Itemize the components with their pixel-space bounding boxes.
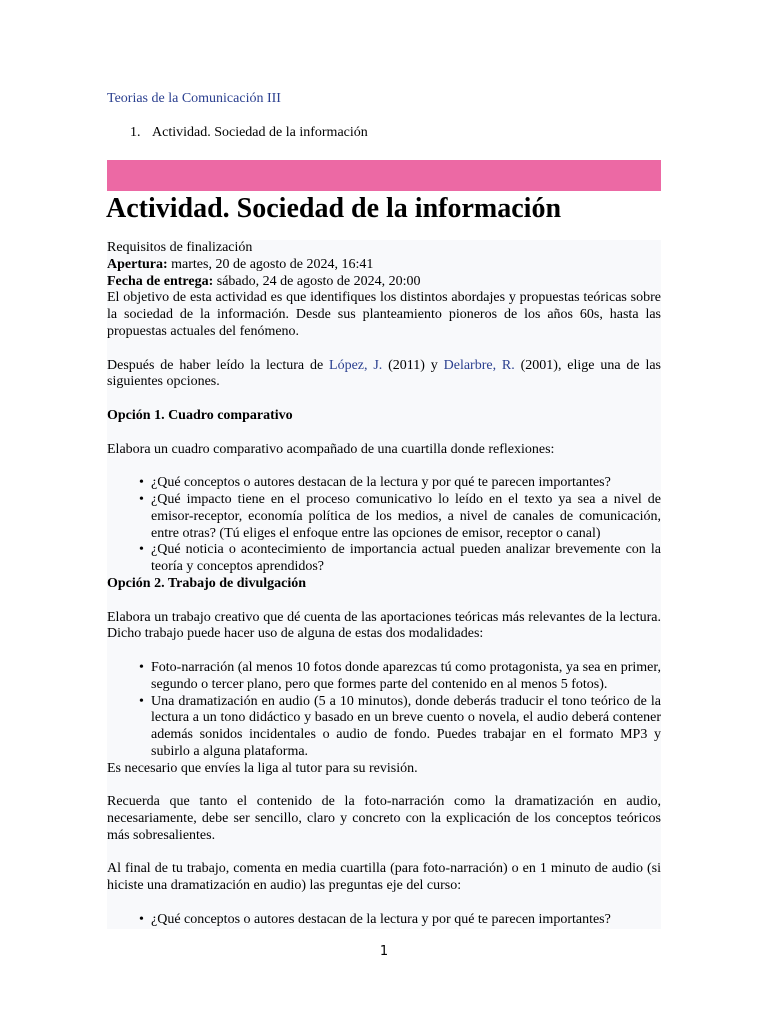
send-note: Es necesario que envíes la liga al tutor para su revisión. — [107, 760, 418, 776]
option2-list — [107, 660, 661, 761]
list-item-text: ¿Qué conceptos o autores destacan de la lectura y por qué te parecen importantes? — [151, 475, 611, 491]
list-item — [107, 912, 661, 929]
bullet-icon: • — [139, 911, 144, 927]
banner-bar — [107, 160, 661, 191]
option2-heading: Opción 2. Trabajo de divulgación — [107, 575, 307, 591]
bullet-icon: • — [139, 542, 144, 558]
reminder-paragraph: Recuerda que tanto el contenido de la foto-narración como la dramatización en audio, necesariamente, debe ser sencillo, claro y concreto con la explicación de los conceptos teóricos más sobresalientes. — [107, 794, 661, 843]
option1-heading: Opción 1. Cuadro comparativo — [107, 407, 293, 423]
due-label: Fecha de entrega: — [107, 273, 214, 289]
list-item — [107, 660, 661, 694]
bullet-icon: • — [139, 475, 144, 491]
list-item-text: ¿Qué noticia o acontecimiento de importancia actual pueden analizar brevemente con la teoría y conceptos aprendidos? — [151, 542, 661, 575]
option1-list — [107, 475, 661, 576]
breadcrumb-number: 1. — [130, 125, 141, 140]
page-number: 1 — [379, 944, 389, 959]
list-item-text: Foto-narración (al menos 10 fotos donde aparezcas tú como protagonista, ya sea en primer, segundo o tercer plano, pero que formes parte del contenido en al menos 5 fotos). — [151, 659, 661, 692]
activity-description — [107, 240, 661, 929]
opening-value: martes, 20 de agosto de 2024, 16:41 — [167, 256, 374, 272]
author-link-lopez[interactable]: López, J. — [329, 357, 383, 373]
list-item-text: ¿Qué conceptos o autores destacan de la lectura y por qué te parecen importantes? — [151, 911, 611, 927]
list-item — [107, 475, 661, 492]
author-link-delarbre[interactable]: Delarbre, R. — [443, 357, 515, 373]
reading-text-mid: (2011) y — [382, 357, 444, 373]
list-item — [107, 694, 661, 761]
page-title: Actividad. Sociedad de la información — [106, 193, 562, 224]
due-value: sábado, 24 de agosto de 2024, 20:00 — [213, 273, 421, 289]
option1-intro: Elabora un cuadro comparativo acompañado de una cuartilla donde reflexiones: — [107, 441, 555, 457]
reading-text-before: Después de haber leído la lectura de — [107, 357, 330, 373]
list-item — [107, 542, 661, 576]
list-item — [107, 492, 661, 542]
final-list — [107, 912, 661, 929]
list-item-text: Una dramatización en audio (5 a 10 minutos), donde deberás traducir el tono teórico de la lectura a un tono didáctico y basado en un breve cuento o novela, el audio deberá contener además sonidos incidentales o audio de fondo. Puedes trabajar en el formato MP3 y subirlo a alguna plataforma. — [151, 693, 661, 759]
bullet-icon: • — [139, 491, 144, 507]
final-note-paragraph: Al final de tu trabajo, comenta en media cuartilla (para foto-narración) o en 1 minuto de audio (si hiciste una dramatización en audio) las preguntas eje del curso: — [107, 861, 661, 894]
bullet-icon: • — [139, 693, 144, 709]
completion-requirements: Requisitos de finalización — [107, 240, 253, 255]
option2-intro: Elabora un trabajo creativo que dé cuenta de las aportaciones teóricas más relevantes de la lectura. Dicho trabajo puede hacer uso de alguna de estas dos modalidades: — [107, 609, 661, 642]
objective-paragraph: El objetivo de esta actividad es que identifiques los distintos abordajes y propuestas teóricas sobre la sociedad de la información. Desde sus planteamiento pioneros de los años 60s, hasta las propuestas actuales del fenómeno. — [107, 290, 661, 339]
opening-date — [107, 257, 661, 274]
opening-label: Apertura: — [107, 256, 168, 272]
bullet-icon: • — [139, 659, 144, 675]
course-link[interactable]: Teorias de la Comunicación III — [107, 91, 281, 106]
breadcrumb-label: Actividad. Sociedad de la información — [152, 125, 368, 140]
due-date — [107, 274, 661, 291]
reading-text-after: (2001), elige una de las siguientes opciones. — [107, 357, 661, 390]
list-item-text: ¿Qué impacto tiene en el proceso comunicativo lo leído en el texto ya sea a nivel de emisor-receptor, economía política de los medios, a nivel de canales de comunicación, entre otras? (Tú eliges el enfoque entre las opciones de emisor, receptor o canal) — [151, 491, 661, 541]
breadcrumb-item — [130, 125, 368, 141]
reading-paragraph — [107, 358, 661, 392]
